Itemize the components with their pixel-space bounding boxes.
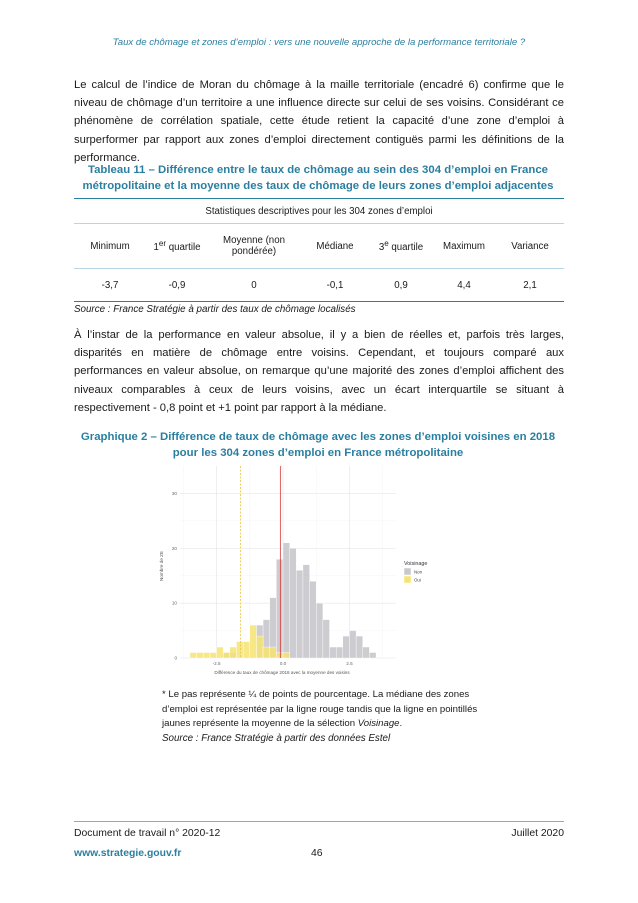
footer-date: Juillet 2020 bbox=[511, 828, 564, 839]
table-caption: Statistiques descriptives pour les 304 zones d’emploi bbox=[74, 199, 564, 224]
graph-source: Source : France Stratégie à partir des données Estel bbox=[162, 733, 391, 744]
legend-title: Voisinage bbox=[404, 561, 428, 567]
histogram-bar-non bbox=[296, 570, 303, 658]
legend-label-non: Non bbox=[414, 569, 423, 575]
table-title bbox=[62, 162, 574, 195]
histogram-bar-oui bbox=[217, 647, 224, 658]
histogram-bar-oui bbox=[230, 647, 237, 658]
table-title-line-2: métropolitaine et la moyenne des taux de chômage de leurs zones d’emploi adjacentes bbox=[82, 180, 554, 193]
histogram-bar-non bbox=[363, 647, 370, 658]
table-source: Source : France Stratégie à partir des taux de chômage localisés bbox=[74, 304, 356, 315]
y-tick-label: 30 bbox=[171, 491, 177, 497]
header-minimum: Minimum bbox=[74, 224, 146, 269]
table-caption-row bbox=[74, 199, 564, 224]
histogram-bar-non bbox=[330, 647, 337, 658]
graph-title bbox=[62, 429, 574, 462]
header-q3: 3e quartile bbox=[370, 224, 432, 269]
value-moyenne: 0 bbox=[208, 269, 300, 302]
x-tick-label: 0.0 bbox=[279, 661, 287, 666]
histogram-bar-oui bbox=[236, 642, 243, 658]
y-tick-label: 10 bbox=[171, 600, 177, 606]
histogram-bar-oui bbox=[283, 653, 290, 658]
header-maximum: Maximum bbox=[432, 224, 496, 269]
legend-swatch-oui bbox=[404, 576, 411, 583]
histogram-bar-oui bbox=[270, 647, 277, 658]
value-minimum: -3,7 bbox=[74, 269, 146, 302]
footer-website-link[interactable]: www.strategie.gouv.fr bbox=[74, 848, 182, 859]
body-paragraph-1: Le calcul de l’indice de Moran du chômage à la maille territoriale (encadré 6) confirme que le niveau de chômage d’un territoire a une influence directe sur celui de ses voisins. Considérant ce phénomène de corrélation spatiale, cette étude retient la capacité d’une zone d’emploi à surperformer par rapport aux zones d’emploi directement contiguës parmi les définitions de la performance. bbox=[74, 79, 564, 164]
header-moyenne: Moyenne (non pondérée) bbox=[208, 224, 300, 269]
histogram-bar-non bbox=[343, 636, 350, 658]
y-axis-label: Nombre de ZE bbox=[159, 551, 164, 581]
graph-title-line-2: pour les 304 zones d’emploi en France métropolitaine bbox=[172, 447, 464, 460]
histogram-chart bbox=[146, 462, 446, 676]
value-q3: 0,9 bbox=[370, 269, 432, 302]
y-tick-label: 0 bbox=[174, 655, 177, 661]
x-tick-label: 2.5 bbox=[346, 661, 353, 666]
footer-document-number: Document de travail n° 2020-12 bbox=[74, 828, 221, 839]
histogram-bar-non bbox=[356, 636, 363, 658]
histogram-bar-non bbox=[283, 543, 290, 658]
histogram-bar-oui bbox=[263, 647, 270, 658]
table-value-row bbox=[74, 269, 564, 302]
histogram-bar-oui bbox=[250, 625, 257, 658]
histogram-bar-non bbox=[369, 653, 376, 658]
graph-note: * Le pas représente ¼ de points de pourcentage. La médiane des zones d’emploi est représentée par la ligne rouge tandis que la ligne en pointillés jaunes représente la moyenne de la sélection Voisinage. bbox=[162, 689, 478, 730]
value-mediane: -0,1 bbox=[300, 269, 370, 302]
table-title-line-1: Tableau 11 – Différence entre le taux de chômage au sein des 304 d’emploi en France bbox=[87, 164, 549, 176]
legend-swatch-non bbox=[404, 568, 411, 575]
footer-divider bbox=[74, 821, 564, 822]
histogram-bar-oui bbox=[203, 653, 210, 658]
value-q1: -0,9 bbox=[146, 269, 208, 302]
histogram-bar-non bbox=[323, 620, 330, 658]
header-mediane: Médiane bbox=[300, 224, 370, 269]
graph-title-line-1: Graphique 2 – Différence de taux de chômage avec les zones d’emploi voisines en 2018 bbox=[80, 431, 556, 443]
running-header: Taux de chômage et zones d’emploi : vers une nouvelle approche de la performance territoriale ? bbox=[112, 37, 526, 48]
x-axis-label: Différence du taux de chômage 2018 avec la moyenne des voisins bbox=[214, 670, 350, 675]
histogram-bar-oui bbox=[223, 653, 230, 658]
x-tick-label: -2.5 bbox=[212, 661, 221, 666]
histogram-bar-non bbox=[336, 647, 343, 658]
histogram-bar-oui bbox=[190, 653, 197, 658]
histogram-bar-oui bbox=[256, 636, 263, 658]
legend-label-oui: Oui bbox=[414, 577, 421, 583]
header-q1: 1er quartile bbox=[146, 224, 208, 269]
histogram-bar-non bbox=[316, 603, 323, 658]
histogram-bar-non bbox=[303, 565, 310, 658]
histogram-bar-non bbox=[276, 559, 283, 658]
histogram-bar-non bbox=[290, 548, 297, 658]
histogram-bar-oui bbox=[210, 653, 217, 658]
value-variance: 2,1 bbox=[496, 269, 564, 302]
table-header-row bbox=[74, 224, 564, 269]
header-variance: Variance bbox=[496, 224, 564, 269]
histogram-bar-non bbox=[349, 631, 356, 658]
body-paragraph-2: À l’instar de la performance en valeur absolue, il y a bien de réelles et, parfois très larges, disparités en matière de chômage entre voisins. Cependant, et toujours comparé aux performances en valeur absolue, on remarque qu’une majorité des zones d’emploi affichent des niveaux comparables à ceux de leurs voisins, avec un écart interquartile se situant à respectivement - 0,8 point et +1 point par rapport à la médiane. bbox=[74, 329, 564, 414]
histogram-bar-oui bbox=[276, 653, 283, 658]
histogram-bar-oui bbox=[197, 653, 204, 658]
histogram-bar-oui bbox=[243, 642, 250, 658]
y-tick-label: 20 bbox=[171, 545, 177, 551]
footer-page-number: 46 bbox=[311, 848, 323, 859]
stats-table bbox=[74, 198, 564, 302]
histogram-bar-non bbox=[310, 581, 317, 658]
value-maximum: 4,4 bbox=[432, 269, 496, 302]
